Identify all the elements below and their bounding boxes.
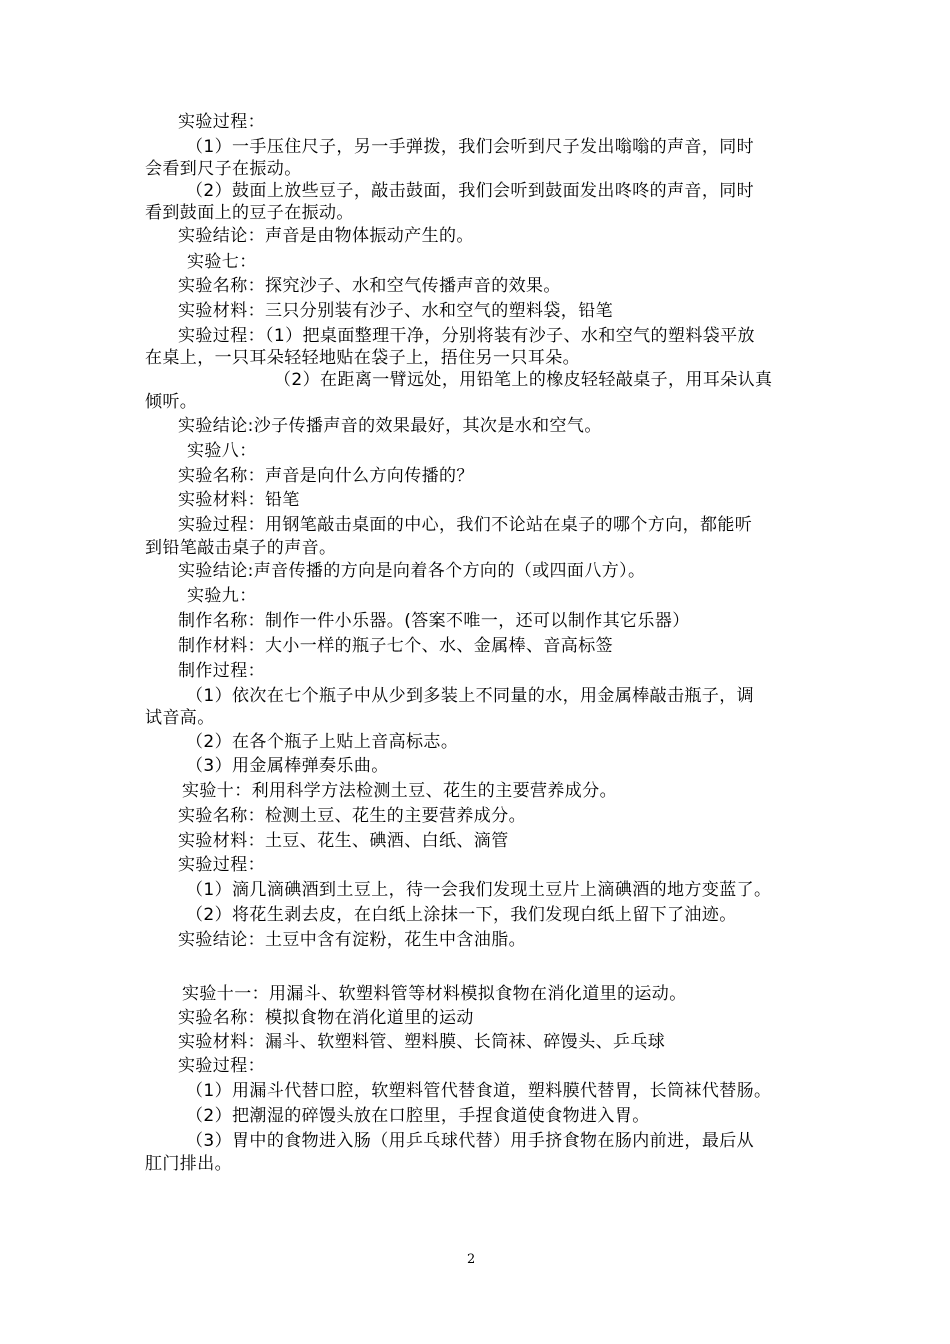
text-line: 实验结论:声音传播的方向是向着各个方向的（或四面八方）。 — [178, 561, 646, 581]
text-line: （1）用漏斗代替口腔，软塑料管代替食道，塑料膜代替胃，长筒袜代替肠。 — [186, 1081, 772, 1101]
text-line: 试音高。 — [145, 708, 215, 728]
text-line: （1）一手压住尺子，另一手弹拨，我们会听到尺子发出嗡嗡的声音，同时 — [186, 137, 755, 157]
text-line: 实验过程： — [178, 112, 265, 132]
text-line: 实验名称：模拟食物在消化道里的运动 — [178, 1008, 474, 1028]
text-line: 实验材料：漏斗、软塑料管、塑料膜、长筒袜、碎馒头、乒乓球 — [178, 1032, 666, 1052]
text-line: 制作材料：大小一样的瓶子七个、水、金属棒、音高标签 — [178, 636, 613, 656]
text-line: 制作过程： — [178, 661, 265, 681]
text-line: （2）把潮湿的碎馒头放在口腔里，手捏食道使食物进入胃。 — [186, 1106, 650, 1126]
text-line: 实验八： — [187, 441, 257, 461]
text-line: 到铅笔敲击桌子的声音。 — [145, 538, 337, 558]
text-line: 实验七： — [187, 252, 257, 272]
text-line: 实验过程：用钢笔敲击桌面的中心，我们不论站在桌子的哪个方向，都能听 — [178, 515, 753, 535]
text-line: （2）在各个瓶子上贴上音高标志。 — [186, 732, 459, 752]
text-line: 实验结论:沙子传播声音的效果最好，其次是水和空气。 — [178, 416, 602, 436]
text-line: 实验材料：铅笔 — [178, 490, 300, 510]
text-line: （2）鼓面上放些豆子，敲击鼓面，我们会听到鼓面发出咚咚的声音，同时 — [186, 181, 755, 201]
text-line: （1）滴几滴碘酒到土豆上，待一会我们发现土豆片上滴碘酒的地方变蓝了。 — [186, 880, 772, 900]
text-line: 实验材料：三只分别装有沙子、水和空气的塑料袋，铅笔 — [178, 301, 613, 321]
text-line: （3）用金属棒弹奏乐曲。 — [186, 756, 389, 776]
text-line: 实验名称：声音是向什么方向传播的？ — [178, 466, 474, 486]
text-line: 实验十一：用漏斗、软塑料管等材料模拟食物在消化道里的运动。 — [182, 984, 687, 1004]
page-number: 2 — [467, 1252, 476, 1267]
text-line: （3）胃中的食物进入肠（用乒乓球代替）用手挤食物在肠内前进，最后从 — [186, 1131, 755, 1151]
text-line: 实验名称：检测土豆、花生的主要营养成分。 — [178, 806, 526, 826]
text-line: 在桌上，一只耳朵轻轻地贴在袋子上，捂住另一只耳朵。 — [145, 348, 580, 368]
text-line: 实验过程： — [178, 1056, 265, 1076]
text-line: （1）依次在七个瓶子中从少到多装上不同量的水，用金属棒敲击瓶子，调 — [186, 686, 755, 706]
text-line: 实验过程： — [178, 855, 265, 875]
text-line: 实验结论：声音是由物体振动产生的。 — [178, 226, 474, 246]
text-line: （2）将花生剥去皮，在白纸上涂抹一下，我们发现白纸上留下了油迹。 — [186, 905, 737, 925]
text-line: 实验结论：土豆中含有淀粉，花生中含油脂。 — [178, 930, 526, 950]
text-line: 肛门排出。 — [145, 1154, 232, 1174]
text-line: 会看到尺子在振动。 — [145, 159, 302, 179]
text-line: 实验名称：探究沙子、水和空气传播声音的效果。 — [178, 276, 561, 296]
text-line: 实验过程：（1）把桌面整理干净，分别将装有沙子、水和空气的塑料袋平放 — [178, 326, 755, 346]
text-line: 看到鼓面上的豆子在振动。 — [145, 203, 354, 223]
text-line: 实验材料：土豆、花生、碘酒、白纸、滴管 — [178, 831, 509, 851]
text-line: 实验九： — [187, 586, 257, 606]
text-line: 制作名称：制作一件小乐器。(答案不唯一，还可以制作其它乐器） — [178, 611, 690, 631]
text-line: 倾听。 — [145, 392, 198, 412]
text-line: 实验十：利用科学方法检测土豆、花生的主要营养成分。 — [182, 781, 617, 801]
text-line: （2）在距离一臂远处，用铅笔上的橡皮轻轻敲桌子，用耳朵认真 — [274, 370, 773, 390]
